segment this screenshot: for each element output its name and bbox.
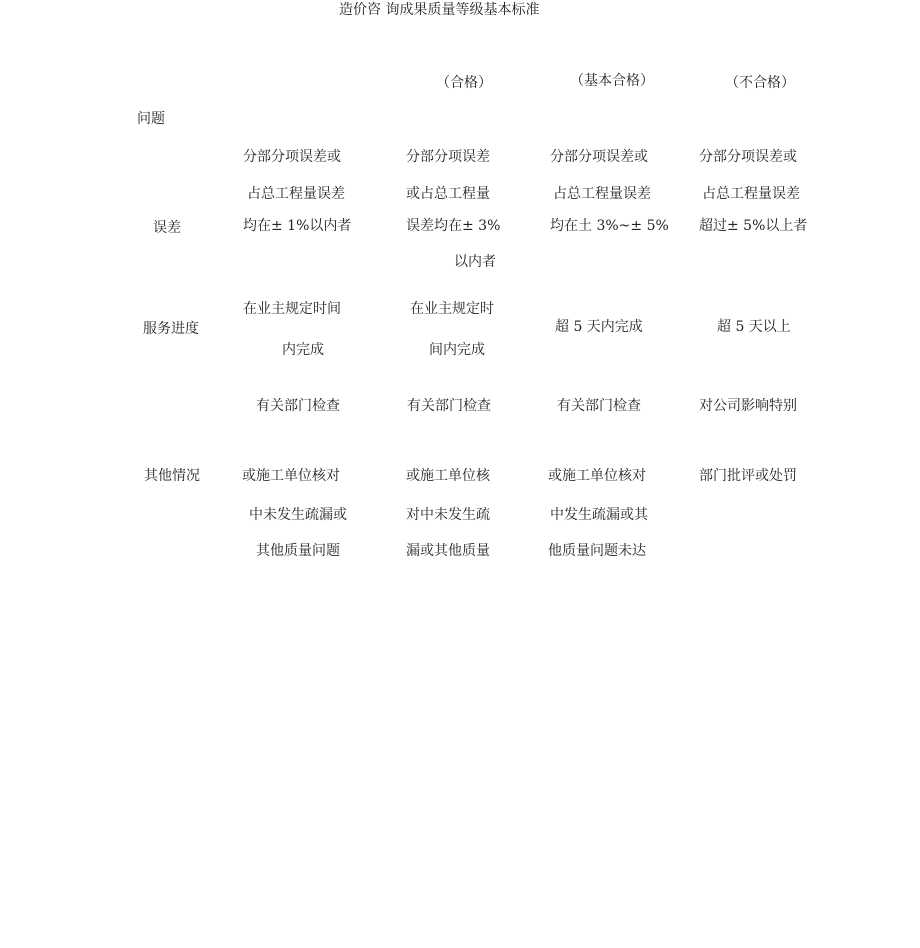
cell-other-qualified-line4: 其他质量问题 xyxy=(256,543,340,559)
cell-error-qualified-line2: 占总工程量误差 xyxy=(247,186,345,202)
cell-error-unqualified-line3: 超过± 5%以上者 xyxy=(699,218,808,234)
cell-error-qualified2-line2: 或占总工程量 xyxy=(406,186,490,202)
cell-error-basic-line3: 均在土 3%~± 5% xyxy=(550,218,669,234)
cell-progress-qualified-line2: 内完成 xyxy=(282,342,324,358)
cell-progress-qualified-line1: 在业主规定时间 xyxy=(243,301,341,317)
cell-progress-basic: 超 5 天内完成 xyxy=(555,319,643,335)
cell-other-qualified2-line2: 或施工单位核 xyxy=(406,468,490,484)
document-title: 造价咨 询成果质量等级基本标准 xyxy=(339,2,540,18)
row-label-progress: 服务进度 xyxy=(143,321,199,337)
cell-error-qualified2-line4: 以内者 xyxy=(454,254,496,270)
header-unqualified: （不合格） xyxy=(725,75,795,91)
row-label-other: 其他情况 xyxy=(144,468,200,484)
cell-other-basic-line2: 或施工单位核对 xyxy=(548,468,646,484)
row-header-issue: 问题 xyxy=(137,111,165,127)
cell-other-qualified-line1: 有关部门检查 xyxy=(256,398,340,414)
cell-error-qualified-line1: 分部分项误差或 xyxy=(243,149,341,165)
cell-other-qualified2-line3: 对中未发生疏 xyxy=(406,507,490,523)
cell-other-qualified2-line1: 有关部门检查 xyxy=(407,398,491,414)
cell-error-qualified-line3: 均在± 1%以内者 xyxy=(243,218,352,234)
cell-other-basic-line3: 中发生疏漏或其 xyxy=(550,507,648,523)
header-basically-qualified: （基本合格） xyxy=(570,73,654,89)
cell-other-basic-line1: 有关部门检查 xyxy=(557,398,641,414)
row-label-error: 误差 xyxy=(153,220,181,236)
cell-other-unqualified-line1: 对公司影响特别 xyxy=(699,398,797,414)
cell-progress-unqualified: 超 5 天以上 xyxy=(717,319,791,335)
header-qualified: （合格） xyxy=(436,75,492,91)
cell-error-unqualified-line1: 分部分项误差或 xyxy=(699,149,797,165)
cell-error-unqualified-line2: 占总工程量误差 xyxy=(702,186,800,202)
cell-error-basic-line1: 分部分项误差或 xyxy=(550,149,648,165)
cell-progress-qualified2-line2: 间内完成 xyxy=(429,342,485,358)
cell-error-qualified2-line1: 分部分项误差 xyxy=(406,149,490,165)
cell-progress-qualified2-line1: 在业主规定时 xyxy=(410,301,494,317)
cell-other-qualified2-line4: 漏或其他质量 xyxy=(406,543,490,559)
cell-error-qualified2-line3: 误差均在± 3% xyxy=(406,218,501,234)
cell-other-qualified-line3: 中未发生疏漏或 xyxy=(249,507,347,523)
cell-other-qualified-line2: 或施工单位核对 xyxy=(242,468,340,484)
cell-other-unqualified-line2: 部门批评或处罚 xyxy=(699,468,797,484)
cell-other-basic-line4: 他质量问题未达 xyxy=(548,543,646,559)
cell-error-basic-line2: 占总工程量误差 xyxy=(553,186,651,202)
